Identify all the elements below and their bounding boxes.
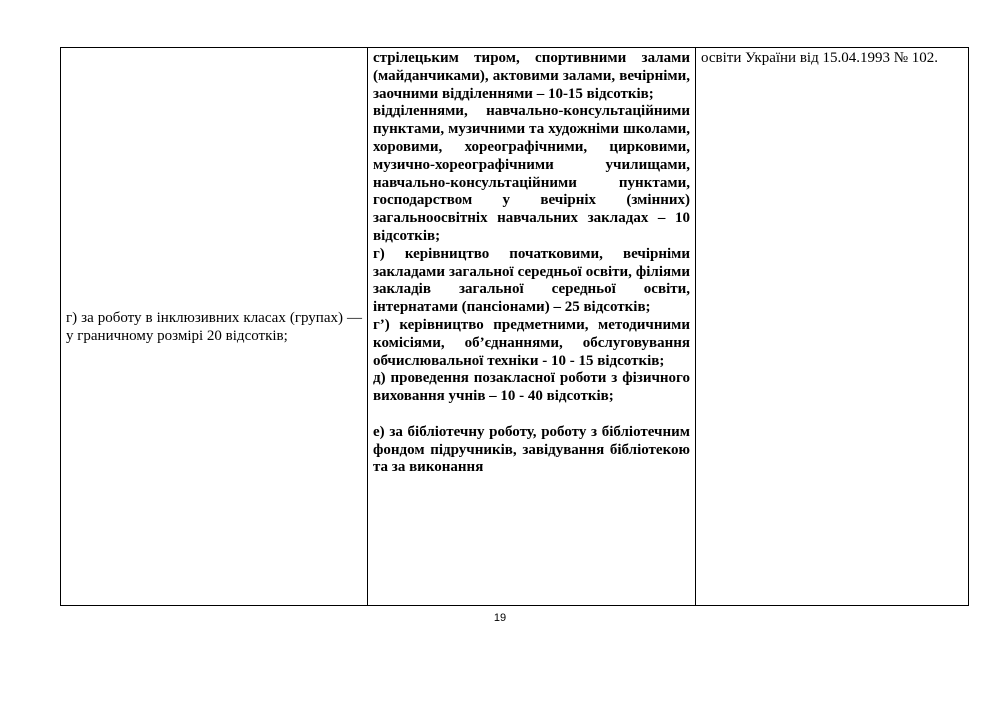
- table-row: [61, 48, 969, 606]
- cell-paragraph: г’) керівництво предметними, методичними комісіями, об’єднаннями, обслуговування обчислювальної техніки - 10 - 15 відсотків;: [373, 316, 690, 369]
- cell-paragraph: е) за бібліотечну роботу, роботу з бібліотечним фондом підручників, завідування бібліотекою та за виконання: [373, 423, 690, 476]
- table-cell-reference: [696, 48, 969, 606]
- cell-paragraph: г) за роботу в інклюзивних класах (групах) — у граничному розмірі 20 відсотків;: [66, 309, 362, 344]
- cell-paragraph: г) керівництво початковими, вечірніми закладами загальної середньої освіти, філіями закладів загальної середньої освіти, інтернатами (пансіонами) – 25 відсотків;: [373, 245, 690, 316]
- cell-paragraph: освіти України від 15.04.1993 № 102.: [701, 50, 939, 66]
- cell-paragraph: відділеннями, навчально-консультаційними пунктами, музичними та художніми школами, хоровими, хореографічними, цирковими, музично-хореографічними училищами, навчально-консультаційними пунктами, господарством у вечірніх (змінних) загальноосвітніх навчальних закладах – 10 відсотків;: [373, 103, 690, 244]
- cell-paragraph: д) проведення позакласної роботи з фізичного виховання учнів – 10 - 40 відсотків;: [373, 370, 690, 405]
- page-number: 19: [493, 612, 507, 624]
- table-cell-proposed-text: [368, 48, 696, 606]
- cell-paragraph: стрілецьким тиром, спортивними залами (майданчиками), актовими залами, вечірніми, заочними відділеннями – 10-15 відсотків;: [373, 50, 690, 102]
- document-table: [60, 47, 969, 606]
- table-cell-current-text: [61, 48, 368, 606]
